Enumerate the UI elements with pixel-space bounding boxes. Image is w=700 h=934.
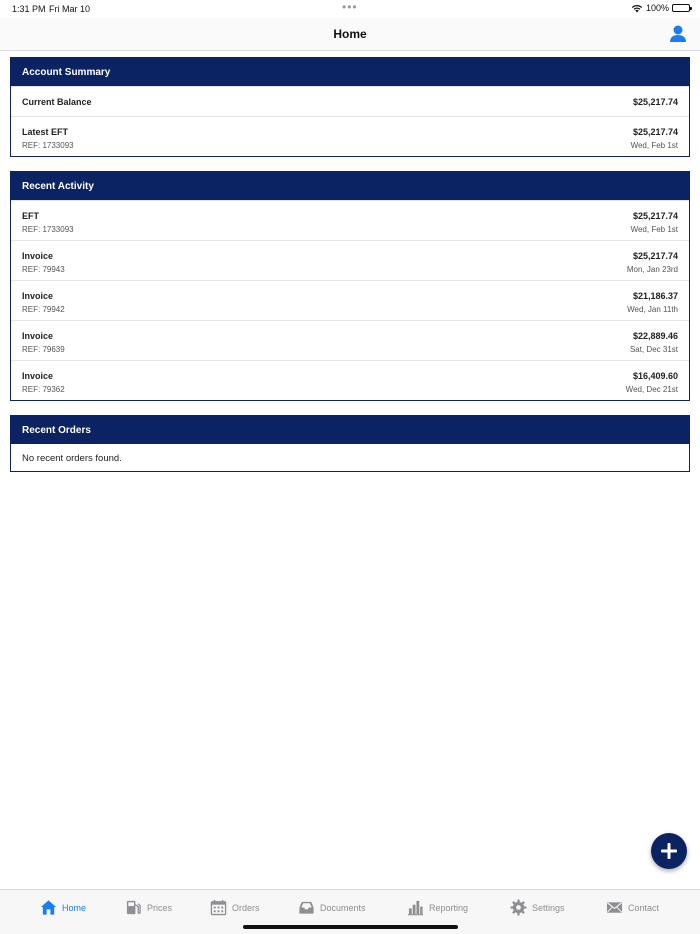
tab-prices[interactable] [125,899,172,916]
tab-label: Contact [628,902,660,913]
tab-label: Orders [232,902,260,913]
tab-orders[interactable] [210,899,260,916]
activity-date: Wed, Feb 1st [630,225,678,234]
activity-amount: $16,409.60 [632,371,678,381]
main-content [10,57,690,486]
home-indicator[interactable] [243,925,458,929]
recent-orders-card [10,415,690,472]
tab-label: Prices [147,902,173,913]
current-balance-label: Current Balance [22,97,92,107]
tab-settings[interactable] [510,899,565,916]
bar-chart-icon [407,899,424,916]
activity-amount: $22,889.46 [632,331,678,341]
battery-icon [672,4,690,12]
inbox-icon [298,899,315,916]
activity-date: Wed, Jan 11th [627,305,678,314]
tab-documents[interactable] [298,899,366,916]
status-bar [0,0,700,18]
recent-orders-header: Recent Orders [11,416,689,444]
activity-label: EFT [22,211,39,221]
latest-eft-amount: $25,217.74 [632,127,678,137]
status-date: Fri Mar 10 [49,4,91,14]
activity-date: Wed, Dec 21st [625,385,678,394]
tab-label: Reporting [429,902,469,913]
page-title: Home [333,27,367,41]
recent-activity-header: Recent Activity [11,172,689,200]
tab-label: Settings [532,902,565,913]
tab-label: Documents [320,902,366,913]
activity-date: Sat, Dec 31st [629,345,678,354]
activity-ref: REF: 1733093 [22,225,74,234]
activity-row[interactable] [11,280,689,320]
navigation-bar [0,18,700,51]
activity-label: Invoice [22,251,54,261]
activity-label: Invoice [22,331,54,341]
activity-label: Invoice [22,371,54,381]
plus-icon [659,841,679,861]
activity-ref: REF: 79942 [22,305,65,314]
calendar-icon [210,899,227,916]
activity-ref: REF: 79639 [22,345,65,354]
tab-contact[interactable] [606,899,659,916]
activity-amount: $25,217.74 [632,211,678,221]
add-button[interactable] [651,833,687,869]
activity-ref: REF: 79362 [22,385,65,394]
activity-row[interactable] [11,240,689,280]
status-right [631,3,690,13]
latest-eft-row[interactable] [11,116,689,156]
multitasking-dots-icon[interactable]: ••• [342,0,358,14]
tab-label: Home [62,902,87,913]
latest-eft-label: Latest EFT [22,127,69,137]
activity-label: Invoice [22,291,54,301]
profile-button[interactable] [668,24,688,44]
activity-ref: REF: 79943 [22,265,65,274]
gear-icon [510,899,527,916]
tab-reporting[interactable] [407,899,468,916]
user-icon [668,24,688,44]
wifi-icon [631,4,643,13]
activity-date: Mon, Jan 23rd [626,265,678,274]
activity-row[interactable] [11,320,689,360]
activity-row[interactable] [11,200,689,240]
account-summary-header: Account Summary [11,58,689,86]
envelope-icon [606,899,623,916]
recent-activity-card [10,171,690,401]
battery-percent: 100% [645,3,669,13]
latest-eft-ref: REF: 1733093 [22,141,74,150]
activity-amount: $25,217.74 [632,251,678,261]
current-balance-amount: $25,217.74 [632,97,678,107]
tab-home[interactable] [40,899,86,916]
activity-amount: $21,186.37 [632,291,678,301]
no-orders-message: No recent orders found. [22,453,122,464]
activity-row[interactable] [11,360,689,400]
status-time: 1:31 PM [12,4,46,14]
latest-eft-date: Wed, Feb 1st [630,141,678,150]
account-summary-card [10,57,690,157]
current-balance-row[interactable] [11,86,689,116]
fuel-pump-icon [125,899,142,916]
home-icon [40,899,57,916]
